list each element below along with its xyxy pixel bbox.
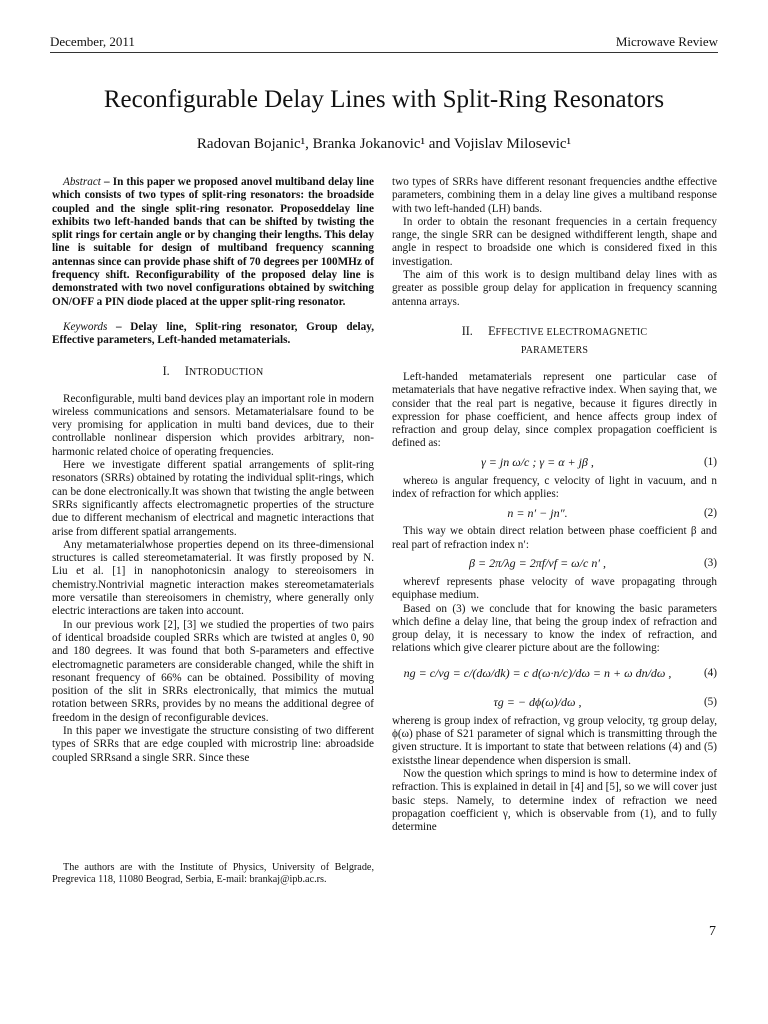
body-paragraph: In order to obtain the resonant frequencies in a certain frequency range, the single SRR can be designed withdifferent length, shape and angle in respect to broadside one which is considered fixed in this investigation.: [392, 215, 717, 268]
body-paragraph: wherevf represents phase velocity of wave propagating through equiphase medium.: [392, 575, 717, 602]
equation-2: [392, 502, 717, 524]
section-heading-introduction: I. INTRODUCTION: [162, 363, 264, 378]
page-number: 7: [709, 924, 716, 939]
equation-body: n = n′ − jn″.: [507, 505, 568, 520]
left-column: [52, 176, 374, 765]
header-rule: [50, 52, 718, 53]
equation-3: [392, 553, 717, 575]
equation-body: γ = jn ω/c ; γ = α + jβ ,: [481, 455, 594, 470]
paper-authors: Radovan Bojanic¹, Branka Jokanovic¹ and Vojislav Milosevic¹: [196, 136, 572, 152]
body-paragraph: Based on (3) we conclude that for knowing the basic parameters which define a delay line, that being the group index of refraction and group delay, it is necessary to know the index of refraction, and relations which give clearer picture about are the following:: [392, 602, 717, 655]
abstract: [52, 176, 374, 309]
equation-1: [392, 452, 717, 474]
keywords-text: – Delay line, Split-ring resonator, Group delay, Effective parameters, Left-handed metamaterials.: [52, 320, 374, 347]
footnote-text: The authors are with the Institute of Physics, University of Belgrade, Pregrevica 118, 11080 Beograd, Serbia, E-mail: brankaj@ipb.ac.rs.: [52, 862, 374, 886]
equation-number: (3): [703, 557, 717, 570]
intro-paragraph: In our previous work [2], [3] we studied the properties of two pairs of identical broadside coupled SRRs which are twisted at angles 0, 90 and 180 degrees. It was found that both S-parameters and effective electromagnetic parameters are considerable changed, while the shift in resonant frequency of 66% can be obtained. Possibility of moving position of the slit in SRRs electronically, that mimics the mutual rotation between SRRs, provides by no means the additional degree of freedom in the design of reconfigurable devices.: [52, 618, 374, 724]
intro-paragraph: Any metamaterialwhose properties depend on its three-dimensional structures is called stereometamaterial. It was firstly proposed by N. Liu et al. [1] in nanophotonicsin analogy to stereoisomers in chemistry.Nontrivial magnetic interaction makes stereometamaterials more versatile than stereoisomers in chemistry, where generally only electric interactions are taken into account.: [52, 538, 374, 618]
body-paragraph: Left-handed metamaterials represent one particular case of metamaterials that have negative refractive index. When saying that, we consider that the real part is negative, because it figures directly in expression for phase coefficient, and hence affects group index of refraction and group delay, since complex propagation coefficient is defined as:: [392, 370, 717, 450]
body-paragraph: Now the question which springs to mind is how to determine index of refraction. This is explained in detail in [4] and [5], so we will cover just basic steps. Namely, to determine index of refraction we need propagation coefficient γ, which is observable from (1), and to fully determine: [392, 767, 717, 834]
header-date: December, 2011: [50, 34, 135, 49]
equation-number: (1): [703, 456, 717, 469]
abstract-label: Abstract: [63, 176, 101, 188]
intro-paragraph: Here we investigate different spatial arrangements of split-ring resonators (SRRs) obtained by rotating the individual split-rings, which can be done electronically.It was shown that twisting the angle between SRRs significantly affects electromagnetic properties of the structure due to different mechanism of electrical and magnetic interactions that arise from different spatial arrangements.: [52, 459, 374, 538]
body-paragraph: This way we obtain direct relation between phase coefficient β and real part of refraction index n′:: [392, 525, 717, 551]
footnote: [52, 862, 374, 886]
abstract-text: – In this paper we proposed anovel multiband delay line which consists of two types of split-ring resonators: the broadside coupled and the single split-ring resonator. Proposeddelay line exhibits two left-handed bands that can be shifted by twisting the split rings for certain angle or by changing their lengths. This delay line is suitable for design of multiband frequency scanning antennas since can provide phase shift of 70 degrees per 100MHz of frequency shift. Reconfigurability of the proposed delay line is demonstrated with two novel configurations obtained by switching ON/OFF a PIN diode placed at the upper split-ring resonator.: [52, 176, 374, 308]
intro-paragraph: In this paper we investigate the structure consisting of two different types of SRRs that are edge coupled with microstrip line: abroadside coupled SRRsand a single SRR. Since these: [52, 724, 374, 764]
equation-number: (2): [703, 506, 717, 519]
equation-body: τg = − dϕ(ω)/dω ,: [493, 695, 582, 710]
equation-5: [392, 692, 717, 714]
equation-number: (4): [703, 667, 717, 680]
body-paragraph: two types of SRRs have different resonant frequencies andthe effective parameters, combining them in a delay line gives a multiband response with two left-handed (LH) bands.: [392, 176, 717, 215]
intro-paragraph: Reconfigurable, multi band devices play an important role in modern wireless communications and sensors. Metamaterialsare found to be very promising for application in multi band devices, due to their controllable nonlinear dispersion which provides arbitrary, non-harmonic related choice of operating frequencies.: [52, 392, 374, 458]
right-column: [392, 176, 717, 834]
keywords: [52, 321, 374, 348]
keywords-label: Keywords: [63, 320, 108, 333]
paper-title: Reconfigurable Delay Lines with Split-Ring Resonators: [103, 86, 665, 113]
section-heading-effective-parameters: II. EFFECTIVE ELECTROMAGNETIC PARAMETERS: [461, 323, 648, 356]
body-paragraph: whereng is group index of refraction, vg group velocity, τg group delay, ϕ(ω) phase of S21 parameter of signal which is transmitting through the given structure. It is important to state that between relations (4) and (5) existsthe linear dependence when dispersion is small.: [392, 714, 717, 767]
equation-4: [392, 657, 717, 691]
body-paragraph: whereω is angular frequency, c velocity of light in vacuum, and n index of refraction for which applies:: [392, 474, 717, 501]
header-journal: Microwave Review: [615, 34, 718, 49]
equation-body: β = 2π/λg = 2πf/vf = ω/c n′ ,: [469, 556, 606, 571]
equation-body: ng = c/vg = c/(dω/dk) = c d(ω·n/c)/dω = n + ω dn/dω ,: [403, 666, 672, 681]
equation-number: (5): [703, 696, 717, 709]
body-paragraph: The aim of this work is to design multiband delay lines with as greater as possible group delay for application in frequency scanning antenna arrays.: [392, 269, 717, 308]
